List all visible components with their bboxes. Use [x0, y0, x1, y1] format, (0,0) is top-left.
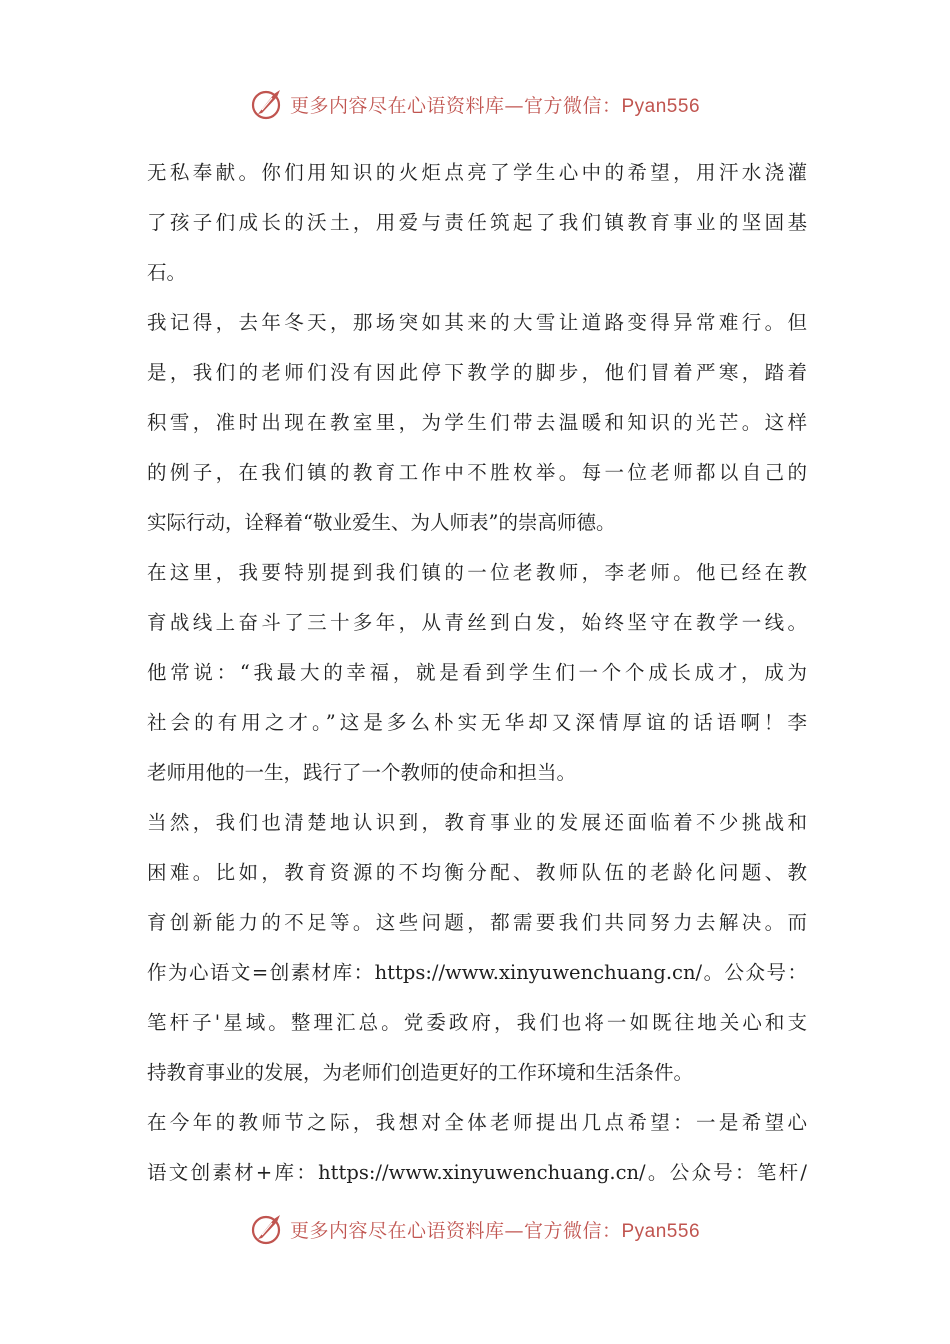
text-line: 是，我们的老师们没有因此停下教学的脚步，他们冒着严寒，踏着	[147, 361, 807, 384]
text-line: 老师用他的一生，践行了一个教师的使命和担当。	[147, 761, 577, 784]
header-watermark-banner	[0, 84, 950, 124]
text-line: 石。	[147, 261, 187, 284]
text-line: 的例子，在我们镇的教育工作中不胜枚举。每一位老师都以自己的	[147, 461, 807, 484]
text-line: 无私奉献。你们用知识的火炬点亮了学生心中的希望，用汗水浇灌	[147, 161, 807, 184]
footer-watermark-text: 更多内容尽在心语资料库—官方微信：Pyan556	[289, 1219, 701, 1242]
document-body	[147, 148, 807, 1198]
text-line: 我记得，去年冬天，那场突如其来的大雪让道路变得异常难行。但	[147, 311, 807, 334]
text-line: 实际行动，诠释着“敬业爱生、为人师表”的崇高师德。	[147, 511, 616, 534]
text-line: 社会的有用之才。”这是多么朴实无华却又深情厚谊的话语啊！李	[147, 711, 807, 734]
text-line: 笔杆子'星域。整理汇总。党委政府，我们也将一如既往地关心和支	[147, 1011, 807, 1034]
text-line: 在今年的教师节之际，我想对全体老师提出几点希望：一是希望心	[147, 1111, 807, 1134]
text-line: 困难。比如，教育资源的不均衡分配、教师队伍的老龄化问题、教	[147, 861, 807, 884]
text-line: 在这里，我要特别提到我们镇的一位老教师，李老师。他已经在教	[147, 561, 807, 584]
footer-watermark-banner	[0, 1209, 950, 1249]
text-line: 语文创素材+库：https://www.xinyuwenchuang.cn/。公众号：笔杆/	[147, 1161, 807, 1184]
text-line: 育创新能力的不足等。这些问题，都需要我们共同努力去解决。而	[147, 911, 807, 934]
text-line: 了孩子们成长的沃土，用爱与责任筑起了我们镇教育事业的坚固基	[147, 211, 807, 234]
text-line: 当然，我们也清楚地认识到，教育事业的发展还面临着不少挑战和	[147, 811, 807, 834]
text-line: 作为心语文=创素材库：https://www.xinyuwenchuang.cn/。公众号：	[147, 961, 807, 984]
text-line: 育战线上奋斗了三十多年，从青丝到白发，始终坚守在教学一线。	[147, 611, 807, 634]
quill-circle-logo-icon	[250, 1211, 286, 1247]
header-watermark-text: 更多内容尽在心语资料库—官方微信：Pyan556	[289, 94, 701, 117]
quill-circle-logo-icon	[250, 86, 286, 122]
text-line: 持教育事业的发展，为老师们创造更好的工作环境和生活条件。	[147, 1061, 694, 1084]
text-line: 积雪，准时出现在教室里，为学生们带去温暖和知识的光芒。这样	[147, 411, 807, 434]
text-line: 他常说：“我最大的幸福，就是看到学生们一个个成长成才，成为	[147, 661, 807, 684]
